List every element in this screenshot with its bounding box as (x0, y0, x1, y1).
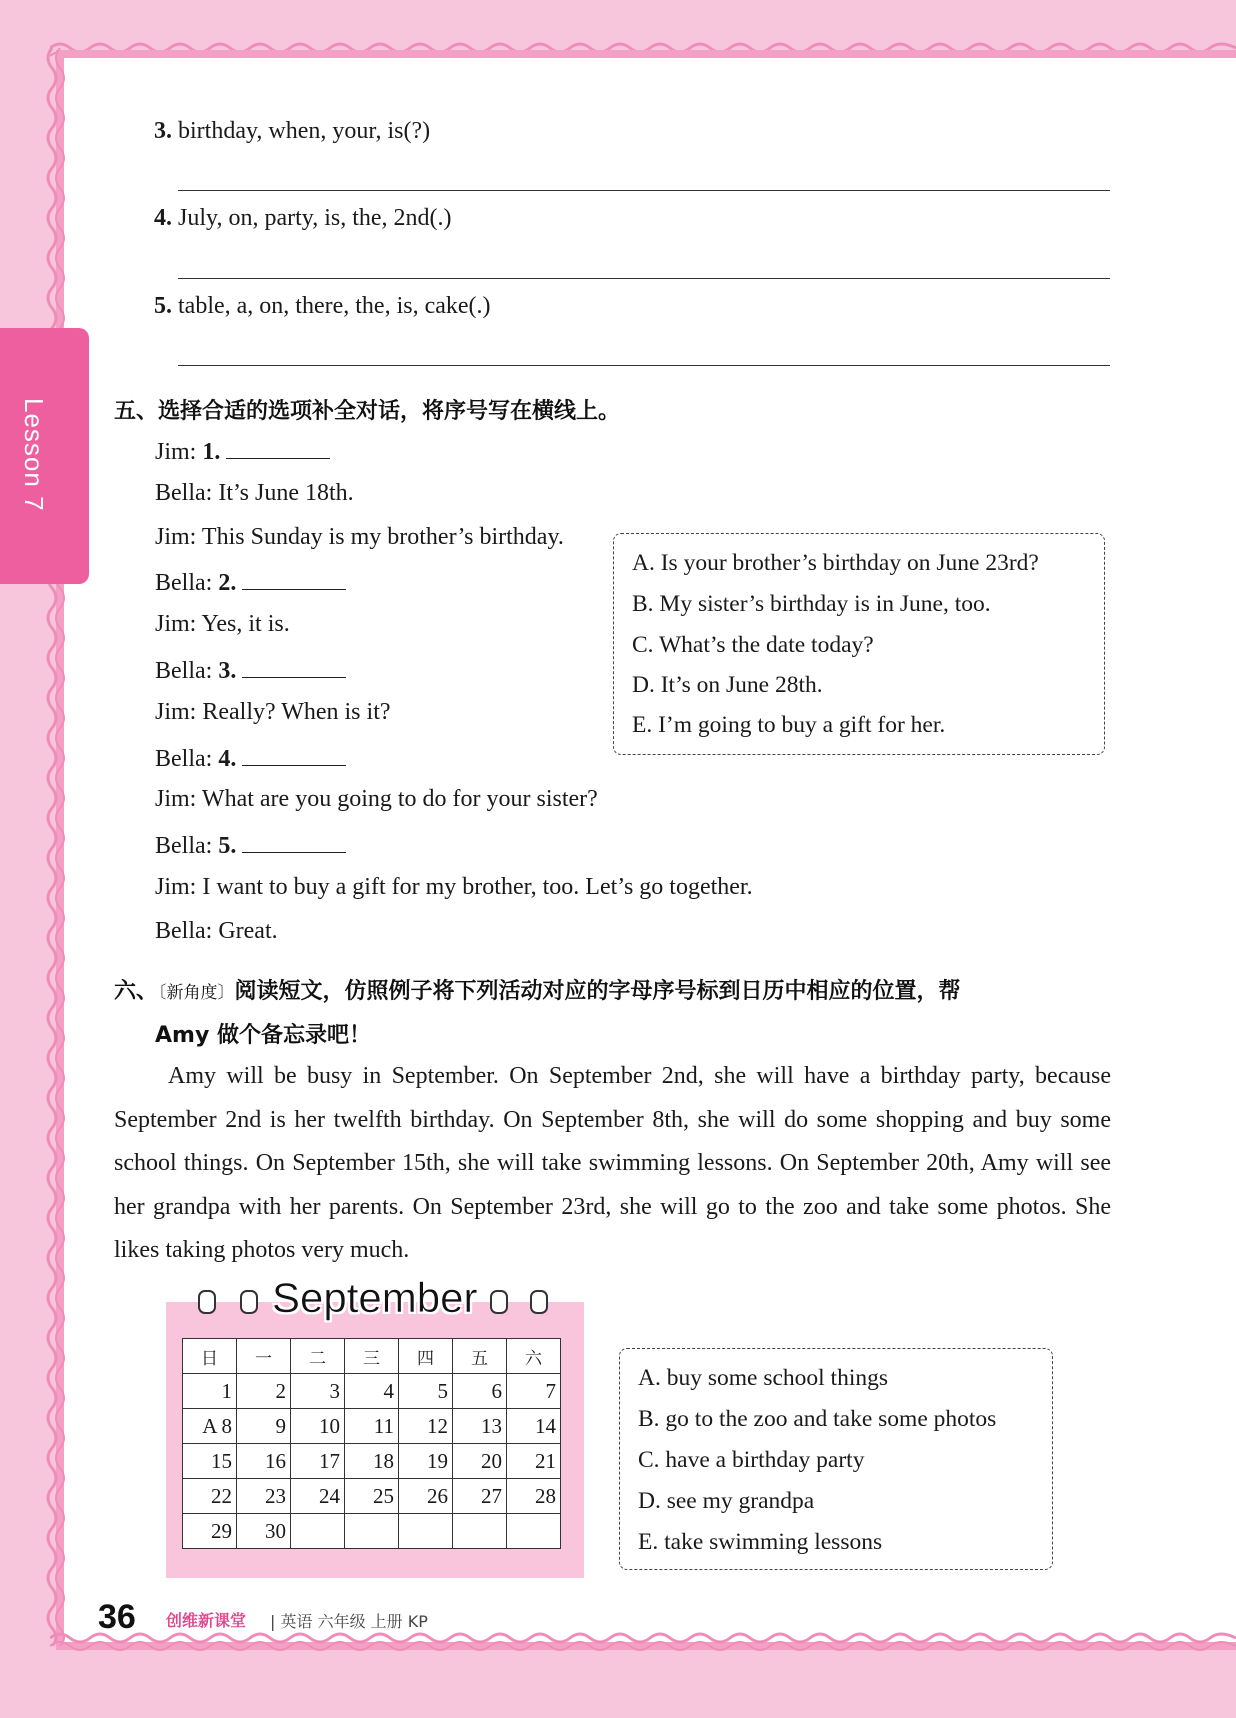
calendar-day-cell[interactable]: 27 (453, 1479, 507, 1514)
calendar-week-row (183, 1409, 561, 1444)
calendar-day-cell[interactable]: 22 (183, 1479, 237, 1514)
calendar-day-cell[interactable]: A 8 (183, 1409, 237, 1444)
option-a: A. Is your brother’s birthday on June 23rd? (632, 550, 1039, 576)
calendar-day-cell[interactable]: 26 (399, 1479, 453, 1514)
calendar-day-cell[interactable] (453, 1514, 507, 1549)
footer-info: | 英语 六年级 上册 KP (270, 1612, 428, 1631)
dialogue-line: Jim: 1. (155, 436, 330, 466)
calendar-day-cell[interactable] (399, 1514, 453, 1549)
answer-blank[interactable] (226, 436, 330, 459)
activities-box (619, 1348, 1053, 1570)
dialogue-line: Bella: Great. (155, 917, 278, 944)
lesson-tab-label: Lesson 7 (19, 398, 49, 512)
weekday-header: 五 (453, 1339, 507, 1374)
calendar-day-cell[interactable]: 17 (291, 1444, 345, 1479)
calendar-day-cell[interactable]: 7 (507, 1374, 561, 1409)
weekday-header: 一 (237, 1339, 291, 1374)
binder-ring-icon (240, 1290, 258, 1314)
binder-ring-icon (530, 1290, 548, 1314)
calendar-day-cell[interactable] (291, 1514, 345, 1549)
lesson-tab (0, 328, 89, 584)
answer-line-4[interactable] (178, 278, 1110, 279)
answer-line-3[interactable] (178, 190, 1110, 191)
calendar-day-cell[interactable]: 4 (345, 1374, 399, 1409)
reorder-question-3: 3. birthday, when, your, is(?) (154, 118, 431, 144)
binder-ring-icon (490, 1290, 508, 1314)
answer-blank[interactable] (242, 743, 346, 766)
activity-e: E. take swimming lessons (638, 1529, 883, 1555)
answer-line-5[interactable] (178, 365, 1110, 366)
calendar-day-cell[interactable]: 19 (399, 1444, 453, 1479)
dialogue-line: Jim: This Sunday is my brother’s birthday. (155, 523, 564, 550)
binder-ring-icon (198, 1290, 216, 1314)
calendar-day-cell[interactable]: 3 (291, 1374, 345, 1409)
calendar-day-cell[interactable]: 1 (183, 1374, 237, 1409)
calendar-day-cell[interactable]: 15 (183, 1444, 237, 1479)
calendar-day-cell[interactable]: 2 (237, 1374, 291, 1409)
answer-blank[interactable] (242, 567, 346, 590)
weekday-header: 四 (399, 1339, 453, 1374)
answer-blank[interactable] (242, 830, 346, 853)
dialogue-line: Jim: What are you going to do for your sister? (155, 786, 598, 813)
dialogue-line: Jim: Yes, it is. (155, 611, 290, 638)
calendar-day-cell[interactable]: 12 (399, 1409, 453, 1444)
weekday-header: 日 (183, 1339, 237, 1374)
option-e: E. I’m going to buy a gift for her. (632, 712, 946, 738)
calendar-day-cell[interactable]: 14 (507, 1409, 561, 1444)
calendar-day-cell[interactable]: 24 (291, 1479, 345, 1514)
footer-brand: 创维新课堂 (166, 1611, 247, 1630)
calendar-day-cell[interactable] (345, 1514, 399, 1549)
calendar-day-cell[interactable]: 10 (291, 1409, 345, 1444)
weekday-header: 二 (291, 1339, 345, 1374)
weekday-header: 三 (345, 1339, 399, 1374)
calendar-day-cell[interactable]: 25 (345, 1479, 399, 1514)
dialogue-line: Jim: I want to buy a gift for my brother, too. Let’s go together. (155, 874, 753, 900)
calendar-day-cell[interactable]: 6 (453, 1374, 507, 1409)
reorder-question-4: 4. July, on, party, is, the, 2nd(.) (154, 205, 452, 231)
page-number: 36 (98, 1598, 136, 1636)
calendar-day-cell[interactable]: 23 (237, 1479, 291, 1514)
calendar-day-cell[interactable]: 18 (345, 1444, 399, 1479)
calendar-day-cell[interactable]: 21 (507, 1444, 561, 1479)
dialogue-line: Bella: 4. (155, 743, 346, 773)
activity-d: D. see my grandpa (638, 1488, 815, 1514)
option-b: B. My sister’s birthday is in June, too. (632, 591, 991, 617)
calendar-day-cell[interactable]: 20 (453, 1444, 507, 1479)
new-angle-tag: 〔新角度〕 (158, 983, 235, 1003)
activity-a: A. buy some school things (638, 1365, 889, 1391)
answer-blank[interactable] (242, 655, 346, 678)
section6-heading: 六、〔新角度〕阅读短文，仿照例子将下列活动对应的字母序号标到日历中相应的位置，帮 (114, 979, 961, 1004)
calendar-week-row (183, 1444, 561, 1479)
calendar-week-row (183, 1374, 561, 1409)
bottom-wave-border (50, 1630, 1236, 1656)
calendar-day-cell[interactable]: 28 (507, 1479, 561, 1514)
calendar-day-cell[interactable]: 9 (237, 1409, 291, 1444)
weekday-header: 六 (507, 1339, 561, 1374)
calendar-day-cell[interactable]: 11 (345, 1409, 399, 1444)
option-c: C. What’s the date today? (632, 632, 874, 658)
reading-passage: Amy will be busy in September. On September 2nd, she will have a birthday party, because September 2nd is her twelfth birthday. On September 8th, she will do some shopping and buy some school things. On September 15th, she will take swimming lessons. On September 20th, Amy will see her grandpa with her parents. On September 23rd, she will go to the zoo and take some photos. She likes taking photos very much. (114, 1063, 1111, 1263)
dialogue-line: Bella: It’s June 18th. (155, 479, 354, 506)
calendar-title: September (272, 1274, 478, 1321)
calendar-table (182, 1338, 561, 1549)
calendar-day-cell[interactable]: 29 (183, 1514, 237, 1549)
reorder-question-5: 5. table, a, on, there, the, is, cake(.) (154, 293, 491, 319)
calendar-day-cell[interactable]: 13 (453, 1409, 507, 1444)
dialogue-line: Jim: Really? When is it? (155, 698, 391, 725)
calendar-week-row (183, 1514, 561, 1549)
activity-c: C. have a birthday party (638, 1447, 865, 1473)
calendar-week-row (183, 1479, 561, 1514)
option-d: D. It’s on June 28th. (632, 672, 823, 698)
section5-options-box (613, 533, 1105, 755)
calendar-day-cell[interactable] (507, 1514, 561, 1549)
left-wave-border (44, 48, 68, 1646)
dialogue-line: Bella: 5. (155, 830, 346, 860)
activity-b: B. go to the zoo and take some photos (638, 1406, 997, 1432)
dialogue-line: Bella: 2. (155, 567, 346, 597)
calendar-day-cell[interactable]: 16 (237, 1444, 291, 1479)
calendar-day-cell[interactable]: 30 (237, 1514, 291, 1549)
dialogue-line: Bella: 3. (155, 655, 346, 685)
section6-heading-line2: Amy 做个备忘录吧！ (155, 1023, 371, 1048)
calendar-day-cell[interactable]: 5 (399, 1374, 453, 1409)
section5-heading: 五、选择合适的选项补全对话，将序号写在横线上。 (114, 399, 621, 424)
